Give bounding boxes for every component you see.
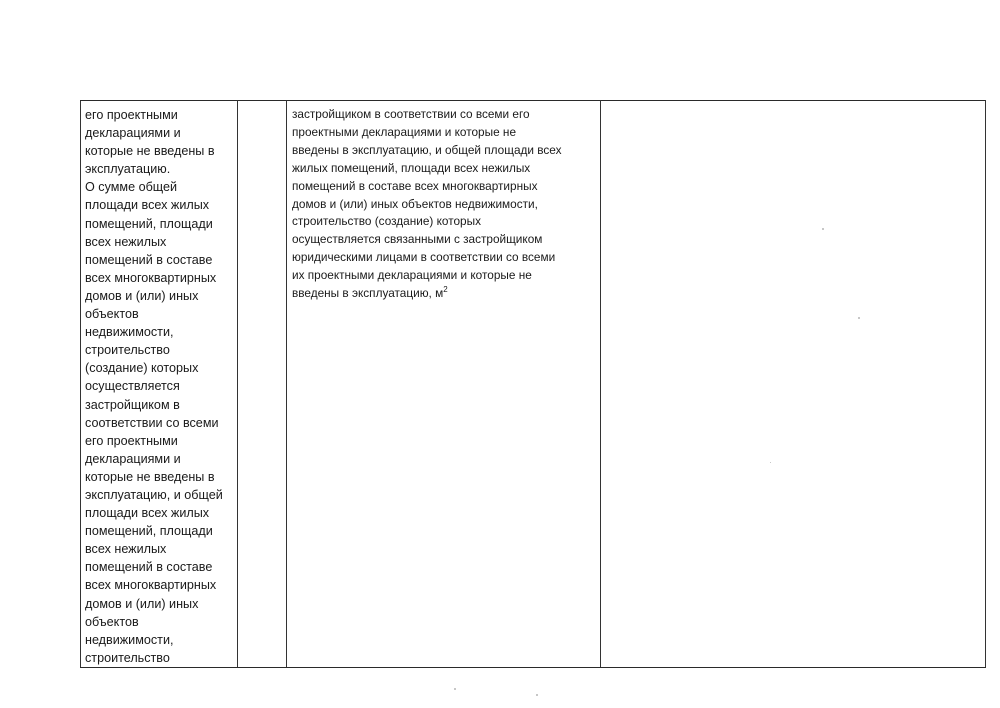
unit-superscript: 2 (443, 285, 448, 295)
description-text: его проектными декларациями и которые не введены в эксплуатацию. О сумме общей площади всех жилых помещений, площади всех нежилых помещений в составе всех многоквартирных домов и (или) иных объектов недвижимости, строительство (создание) которых осуществляется застройщиком в соответствии со всеми его проектными декларациями и которые не введены в эксплуатацию, и общей площади всех жилых помещений, площади всех нежилых помещений в составе всех многоквартирных домов и (или) иных объектов недвижимости, строительство (85, 108, 223, 665)
table-row (81, 101, 986, 668)
scan-speck (858, 317, 860, 319)
scan-speck (822, 228, 824, 230)
value-cell (601, 101, 986, 668)
scan-speck (770, 462, 771, 463)
number-cell (238, 101, 287, 668)
indicator-text: застройщиком в соответствии со всеми его проектными декларациями и которые не введены в эксплуатацию, и общей площади всех жилых помещений, площади всех нежилых помещений в составе всех многоквартирных домов и (или) иных объектов недвижимости, строительство (создание) которых осуществляется связанными с застройщиком юридическими лицами в соответствии со всеми их проектными декларациями и которые не введены в эксплуатацию, м (292, 107, 562, 301)
indicator-cell (287, 101, 601, 668)
scan-speck (536, 694, 538, 696)
indicator-text-block (287, 101, 600, 303)
scan-speck (454, 688, 456, 690)
disclosure-table (80, 100, 986, 668)
description-cell (81, 101, 238, 668)
